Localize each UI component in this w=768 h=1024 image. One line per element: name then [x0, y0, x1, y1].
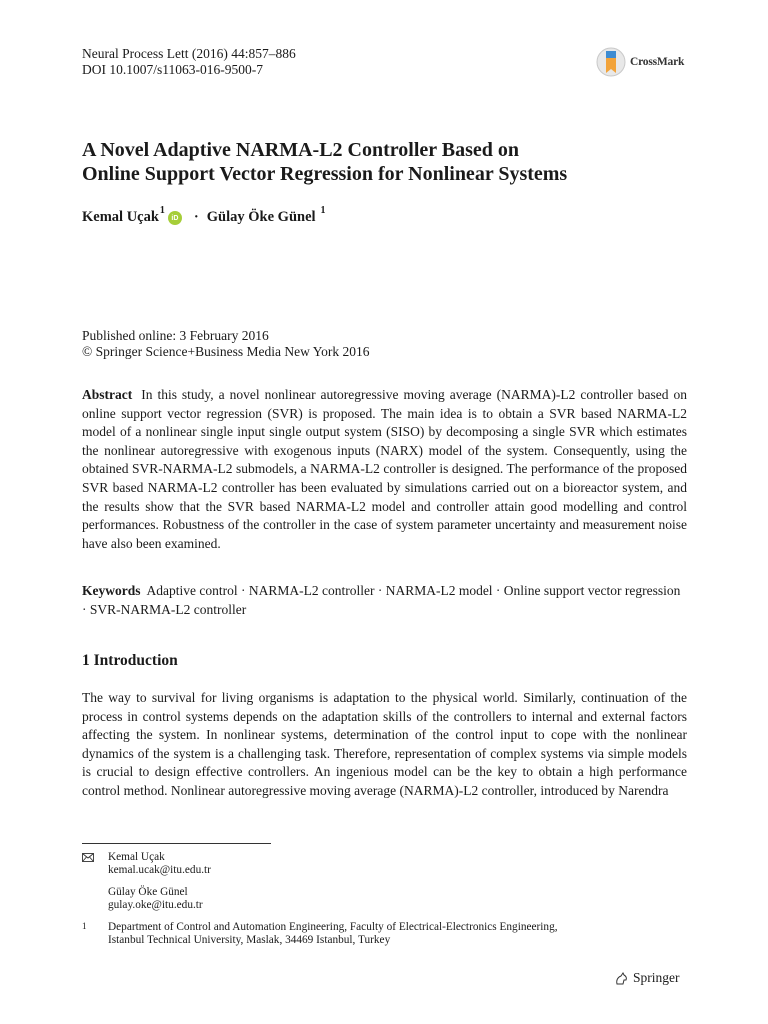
contact-1	[82, 851, 687, 878]
author-2-affiliation-mark: 1	[320, 205, 326, 216]
journal-header	[82, 46, 296, 78]
contact-2	[82, 886, 687, 913]
springer-horse-icon	[614, 971, 629, 986]
publication-info	[82, 328, 369, 359]
section-heading-introduction: 1 Introduction	[82, 652, 178, 669]
author-2[interactable]: Gülay Öke Günel	[206, 209, 316, 225]
abstract	[82, 386, 687, 553]
paper-title	[82, 138, 702, 186]
published-date: Published online: 3 February 2016	[82, 328, 269, 343]
doi[interactable]: DOI 10.1007/s11063-016-9500-7	[82, 62, 263, 77]
footnote-divider	[82, 843, 271, 844]
keywords-text: Adaptive control · NARMA-L2 controller · NARMA-L2 model · Online support vector regression · SVR-NARMA-L2 controller	[82, 583, 681, 617]
publisher-name: Springer	[633, 970, 680, 985]
orcid-icon[interactable]: iD	[168, 211, 182, 225]
crossmark-icon	[596, 45, 626, 79]
title-line-2: Online Support Vector Regression for Nonlinear Systems	[82, 163, 568, 185]
author-list	[82, 205, 326, 226]
contact-1-name: Kemal Uçak	[108, 851, 165, 863]
contact-2-email[interactable]: gulay.oke@itu.edu.tr	[108, 899, 203, 912]
crossmark-label: CrossMark	[630, 56, 685, 68]
author-separator: ·	[193, 209, 199, 225]
crossmark-badge[interactable]	[596, 44, 692, 80]
affiliation-footnote	[82, 921, 687, 948]
keywords-label: Keywords	[82, 583, 141, 598]
envelope-icon	[82, 853, 94, 862]
footnotes	[82, 851, 687, 947]
author-1[interactable]: Kemal Uçak	[82, 209, 159, 225]
title-line-1: A Novel Adaptive NARMA-L2 Controller Based on	[82, 139, 520, 161]
affiliation-line-2: Istanbul Technical University, Maslak, 34469 Istanbul, Turkey	[108, 934, 391, 947]
journal-citation: Neural Process Lett (2016) 44:857–886	[82, 46, 296, 61]
affiliation-number: 1	[82, 920, 87, 931]
author-1-affiliation-mark: 1	[159, 205, 165, 216]
abstract-label: Abstract	[82, 387, 133, 402]
contact-2-name: Gülay Öke Günel	[108, 885, 188, 898]
affiliation-line-1: Department of Control and Automation Engineering, Faculty of Electrical-Electronics Engineering,	[108, 920, 558, 933]
publisher-logo	[614, 970, 680, 986]
abstract-text: In this study, a novel nonlinear autoregressive moving average (NARMA)-L2 controller based on online support vector regression (SVR) is proposed. The main idea is to obtain a SVR based NARMA-L2 model of a nonlinear single input single output system (SISO) by decomposing a single SVR which estimates the nonlinear autoregressive with exogenous inputs (NARX) model of the system. Consequently, using the obtained SVR-NARMA-L2 submodels, a NARMA-L2 controller is designed. The performance of the proposed SVR based NARMA-L2 controller has been evaluated by simulations carried out on a bioreactor system, and the results show that the SVR based NARMA-L2 model and controller attain good modelling and control performances. Robustness of the controller in the case of system parameter uncertainty and measurement noise have also been examined.	[82, 387, 688, 551]
keywords	[82, 582, 687, 619]
copyright: © Springer Science+Business Media New York 2016	[82, 343, 370, 359]
introduction-paragraph: The way to survival for living organisms is adaptation to the physical world. Similarly, continuation of the process in control systems depends on the adaptation skills of the controllers to internal and external factors affecting the system. In nonlinear systems, determination of the control input to cope with the nonlinear dynamics of the system is a challenging task. Therefore, representation of complex systems via simple models is crucial to design effective controllers. An ingenious model can be the key to obtain a high performance control method. Nonlinear autoregressive moving average (NARMA)-L2 controller, introduced by Narendra	[82, 690, 687, 798]
contact-1-email[interactable]: kemal.ucak@itu.edu.tr	[108, 864, 211, 877]
